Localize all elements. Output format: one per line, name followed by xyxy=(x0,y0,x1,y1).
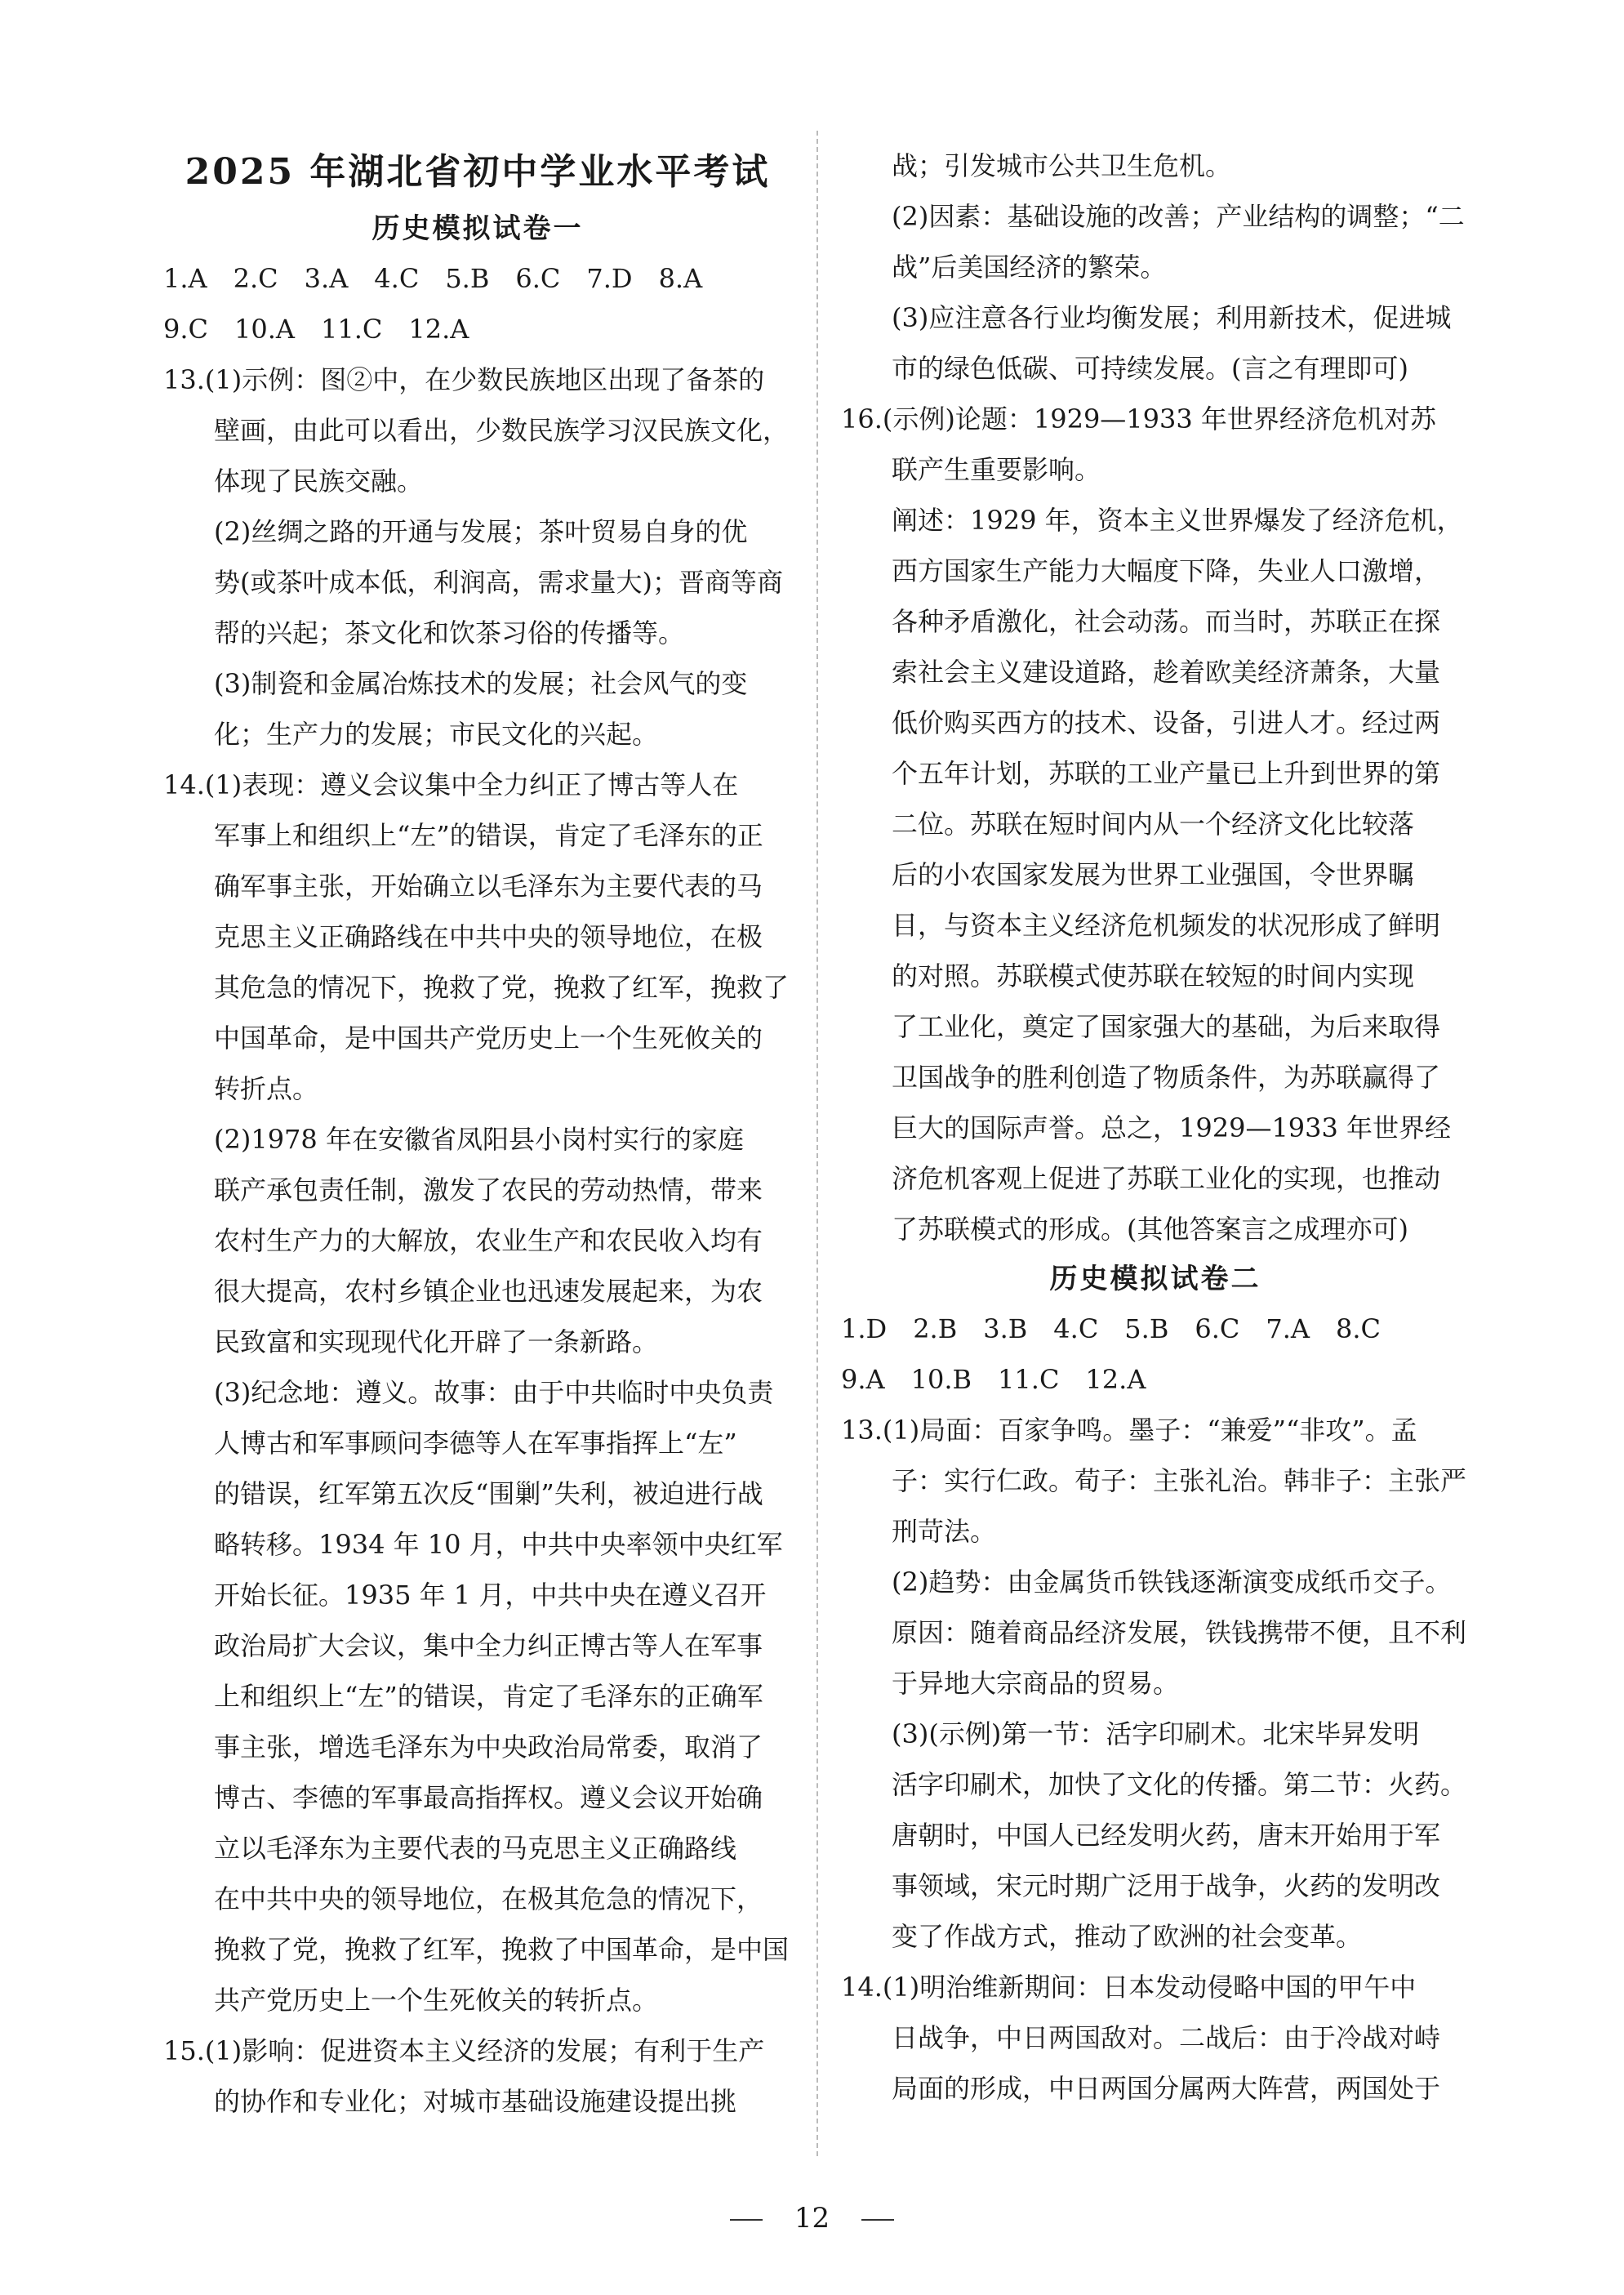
answer-line: 的对照。苏联模式使苏联在较短的时间内实现 xyxy=(892,960,1415,992)
answer-line: (3)制瓷和金属冶炼技术的发展；社会风气的变 xyxy=(214,668,748,699)
answer-line: 的协作和专业化；对城市基础设施建设提出挑 xyxy=(214,2086,737,2117)
answer-line: (3)(示例)第一节：活字印刷术。北宋毕昇发明 xyxy=(892,1718,1420,1749)
answer-line: 原因：随着商品经济发展，铁钱携带不便，且不利 xyxy=(892,1617,1467,1648)
answer-line: 9.A 10.B 11.C 12.A xyxy=(841,1364,1146,1395)
answer-line: 变了作战方式，推动了欧洲的社会变革。 xyxy=(892,1921,1363,1952)
page-footer xyxy=(0,2202,1624,2235)
answer-line: 联产生重要影响。 xyxy=(892,454,1101,485)
answer-line: 政治局扩大会议，集中全力纠正博古等人在军事 xyxy=(214,1630,763,1661)
page-number: 12 xyxy=(794,2202,830,2235)
answer-line: 转折点。 xyxy=(214,1073,319,1104)
answer-line: 战；引发城市公共卫生危机。 xyxy=(892,150,1232,181)
answer-line: 西方国家生产能力大幅度下降，失业人口激增， xyxy=(892,555,1441,586)
answer-line: 势(或茶叶成本低，利润高，需求量大)；晋商等商 xyxy=(214,567,783,598)
answer-line: 战”后美国经济的繁荣。 xyxy=(892,252,1167,283)
answer-line: 活字印刷术，加快了文化的传播。第二节：火药。 xyxy=(892,1769,1467,1800)
answer-line: 二位。苏联在短时间内从一个经济文化比较落 xyxy=(892,809,1415,840)
answer-line: (2)丝绸之路的开通与发展；茶叶贸易自身的优 xyxy=(214,516,748,547)
answer-line: 略转移。1934 年 10 月，中共中央率领中央红军 xyxy=(214,1529,783,1560)
answer-line: 其危急的情况下，挽救了党，挽救了红军，挽救了 xyxy=(214,972,790,1003)
answer-line: 体现了民族交融。 xyxy=(214,466,424,497)
answer-line: (3)应注意各行业均衡发展；利用新技术，促进城 xyxy=(892,302,1452,333)
answer-line: 了工业化，奠定了国家强大的基础，为后来取得 xyxy=(892,1011,1441,1042)
footer-dash-right xyxy=(861,2219,894,2221)
answer-line: 1.A 2.C 3.A 4.C 5.B 6.C 7.D 8.A xyxy=(163,263,703,294)
answer-line: 共产党历史上一个生死攸关的转折点。 xyxy=(214,1985,659,2016)
answer-line: 13.(1)局面：百家争鸣。墨子：“兼爱”“非攻”。孟 xyxy=(841,1415,1417,1446)
paper1-title: 历史模拟试卷一 xyxy=(372,212,584,245)
answer-line: 低价购买西方的技术、设备，引进人才。经过两 xyxy=(892,707,1441,738)
answer-line: 唐朝时，中国人已经发明火药，唐末开始用于军 xyxy=(892,1820,1441,1851)
answer-line: 16.(示例)论题：1929—1933 年世界经济危机对苏 xyxy=(841,403,1436,434)
answer-line: 民致富和实现现代化开辟了一条新路。 xyxy=(214,1326,659,1357)
answer-line: 化；生产力的发展；市民文化的兴起。 xyxy=(214,719,659,750)
answer-line: 的错误，红军第五次反“围剿”失利，被迫进行战 xyxy=(214,1478,763,1509)
answer-line: 卫国战争的胜利创造了物质条件，为苏联赢得了 xyxy=(892,1062,1441,1093)
answer-line: 子：实行仁政。荀子：主张礼治。韩非子：主张严 xyxy=(892,1465,1467,1496)
answer-line: 1.D 2.B 3.B 4.C 5.B 6.C 7.A 8.C xyxy=(841,1313,1382,1344)
answer-line: 博古、李德的军事最高指挥权。遵义会议开始确 xyxy=(214,1782,763,1813)
answer-line: 挽救了党，挽救了红军，挽救了中国革命，是中国 xyxy=(214,1934,790,1965)
answer-line: (2)因素：基础设施的改善；产业结构的调整；“二 xyxy=(892,201,1465,232)
right-column xyxy=(841,140,1470,2114)
answer-line: 壁画，由此可以看出，少数民族学习汉民族文化， xyxy=(214,415,790,446)
answer-line: 克思主义正确路线在中共中央的领导地位，在极 xyxy=(214,921,763,952)
answer-line: 于异地大宗商品的贸易。 xyxy=(892,1668,1180,1699)
answer-line: 事主张，增选毛泽东为中央政治局常委，取消了 xyxy=(214,1731,763,1762)
answer-line: 农村生产力的大解放，农业生产和农民收入均有 xyxy=(214,1225,763,1256)
answer-line: (2)1978 年在安徽省凤阳县小岗村实行的家庭 xyxy=(214,1124,744,1155)
answer-line: 15.(1)影响：促进资本主义经济的发展；有利于生产 xyxy=(163,2035,765,2066)
answer-line: 日战争，中日两国敌对。二战后：由于冷战对峙 xyxy=(892,2022,1441,2053)
answer-line: 上和组织上“左”的错误，肯定了毛泽东的正确军 xyxy=(214,1681,763,1712)
answer-line: 联产承包责任制，激发了农民的劳动热情，带来 xyxy=(214,1174,763,1205)
answer-line: 市的绿色低碳、可持续发展。(言之有理即可) xyxy=(892,353,1408,384)
left-column xyxy=(163,139,792,2127)
column-divider xyxy=(816,131,818,2156)
answer-line: 了苏联模式的形成。(其他答案言之成理亦可) xyxy=(892,1214,1408,1245)
answer-line: 索社会主义建设道路，趁着欧美经济萧条，大量 xyxy=(892,657,1441,688)
answer-line: 阐述：1929 年，资本主义世界爆发了经济危机， xyxy=(892,505,1463,536)
footer-dash-left xyxy=(730,2219,763,2221)
answer-line: 个五年计划，苏联的工业产量已上升到世界的第 xyxy=(892,758,1441,789)
answer-line: 13.(1)示例：图②中，在少数民族地区出现了备茶的 xyxy=(163,364,765,395)
answer-line: (2)趋势：由金属货币铁钱逐渐演变成纸币交子。 xyxy=(892,1566,1452,1598)
answer-line: 刑苛法。 xyxy=(892,1516,997,1547)
answer-line: 确军事主张，开始确立以毛泽东为主要代表的马 xyxy=(214,871,763,902)
answer-line: 帮的兴起；茶文化和饮茶习俗的传播等。 xyxy=(214,617,685,648)
answer-line: 军事上和组织上“左”的错误，肯定了毛泽东的正 xyxy=(214,820,763,851)
answer-line: 各种矛盾激化，社会动荡。而当时，苏联正在探 xyxy=(892,606,1441,637)
answer-line: 目，与资本主义经济危机频发的状况形成了鲜明 xyxy=(892,910,1441,941)
answer-line: 开始长征。1935 年 1 月，中共中央在遵义召开 xyxy=(214,1580,767,1611)
answer-line: 局面的形成，中日两国分属两大阵营，两国处于 xyxy=(892,2073,1441,2104)
answer-line: 很大提高，农村乡镇企业也迅速发展起来，为农 xyxy=(214,1276,763,1307)
answer-line: 中国革命，是中国共产党历史上一个生死攸关的 xyxy=(214,1023,763,1054)
answer-line: 在中共中央的领导地位，在极其危急的情况下， xyxy=(214,1883,763,1914)
answer-line: (3)纪念地：遵义。故事：由于中共临时中央负责 xyxy=(214,1377,774,1408)
answer-line: 人博古和军事顾问李德等人在军事指挥上“左” xyxy=(214,1428,737,1459)
exam-title: 2025 年湖北省初中学业水平考试 xyxy=(185,151,771,193)
answer-line: 立以毛泽东为主要代表的马克思主义正确路线 xyxy=(214,1833,737,1864)
answer-line: 14.(1)表现：遵义会议集中全力纠正了博古等人在 xyxy=(163,769,739,800)
answer-line: 济危机客观上促进了苏联工业化的实现，也推动 xyxy=(892,1163,1441,1194)
answer-line: 巨大的国际声誉。总之，1929—1933 年世界经 xyxy=(892,1112,1452,1143)
answer-line: 9.C 10.A 11.C 12.A xyxy=(163,314,469,345)
paper2-title: 历史模拟试卷二 xyxy=(1049,1263,1261,1295)
answer-line: 后的小农国家发展为世界工业强国，令世界瞩 xyxy=(892,859,1415,890)
answer-line: 事领域，宋元时期广泛用于战争，火药的发明改 xyxy=(892,1870,1441,1901)
answer-line: 14.(1)明治维新期间：日本发动侵略中国的甲午中 xyxy=(841,1972,1417,2003)
